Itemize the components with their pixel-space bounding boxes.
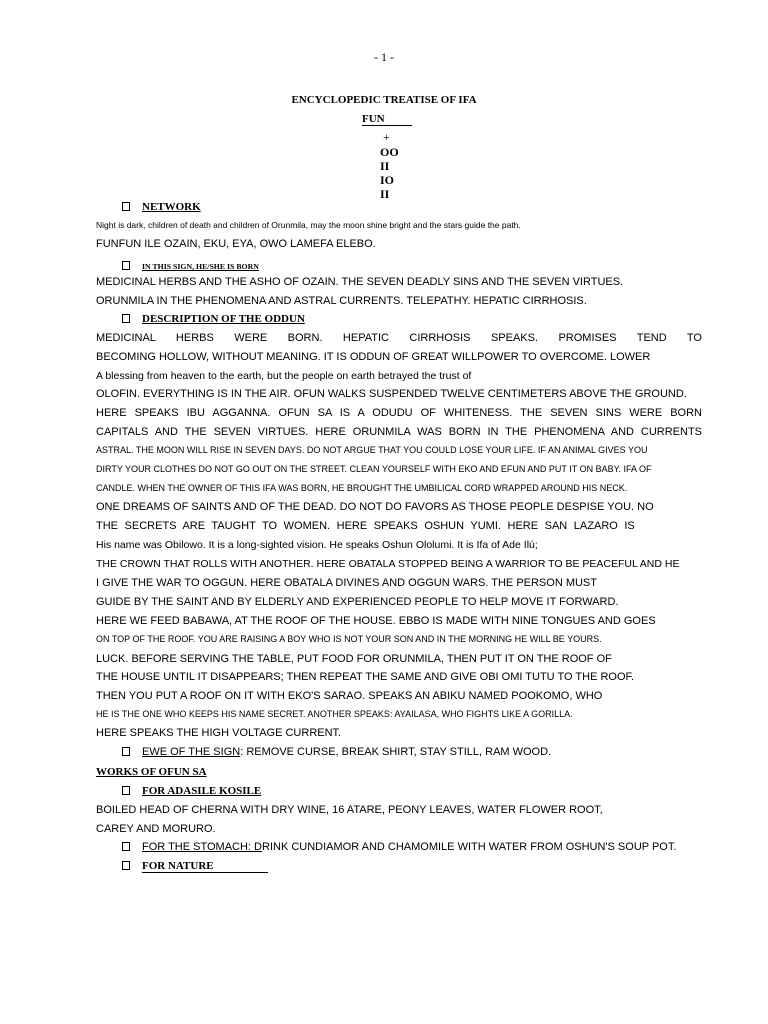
born-heading: IN THIS SIGN, HE/SHE IS BORN — [142, 262, 259, 271]
description-line: HERE SPEAKS IBU AGGANNA. OFUN SA IS A ODUDU OF WHITENESS. THE SEVEN SINS WERE BORN — [96, 407, 702, 419]
description-line: ONE DREAMS OF SAINTS AND OF THE DEAD. DO NOT DO FAVORS AS THOSE PEOPLE DESPISE YOU. NO — [96, 501, 654, 513]
ewe-text: : REMOVE CURSE, BREAK SHIRT, STAY STILL, RAM WOOD. — [240, 746, 552, 758]
description-line: THE HOUSE UNTIL IT DISAPPEARS; THEN REPEAT THE SAME AND GIVE OBI OMI TUTU TO THE ROOF. — [96, 671, 635, 683]
bullet-icon — [122, 261, 130, 270]
ewe-label: EWE OF THE SIGN — [142, 746, 241, 758]
description-line: THE CROWN THAT ROLLS WITH ANOTHER. HERE OBATALA STOPPED BEING A WARRIOR TO BE PEACEFUL AND HE — [96, 558, 680, 570]
description-line: ON TOP OF THE ROOF. YOU ARE RAISING A BOY WHO IS NOT YOUR SON AND IN THE MORNING HE WILL BE YOURS. — [96, 634, 602, 644]
stomach-text: RINK CUNDIAMOR AND CHAMOMILE WITH WATER FROM OSHUN'S SOUP POT. — [262, 841, 677, 853]
adasile-line: BOILED HEAD OF CHERNA WITH DRY WINE, 16 ATARE, PEONY LEAVES, WATER FLOWER ROOT, — [96, 804, 603, 816]
description-line: HERE SPEAKS THE HIGH VOLTAGE CURRENT. — [96, 727, 342, 739]
stomach-row — [122, 841, 676, 853]
sign-mark: + — [383, 130, 390, 144]
adasile-line: CAREY AND MORURO. — [96, 823, 216, 835]
sign-line: II — [380, 187, 390, 201]
description-line: OLOFIN. EVERYTHING IS IN THE AIR. OFUN WALKS SUSPENDED TWELVE CENTIMETERS ABOVE THE GROUND. — [96, 388, 687, 400]
description-line: DIRTY YOUR CLOTHES DO NOT GO OUT ON THE STREET. CLEAN YOURSELF WITH EKO AND EFUN AND PUT IT ON BABY. IFA OF — [96, 464, 652, 474]
network-heading-row — [122, 201, 201, 213]
nature-heading: FOR NATURE — [142, 860, 268, 873]
description-line: THE SECRETS ARE TAUGHT TO WOMEN. HERE SPEAKS OSHUN YUMI. HERE SAN LAZARO IS — [96, 520, 635, 532]
description-line: MEDICINAL HERBS WERE BORN. HEPATIC CIRRHOSIS SPEAKS. PROMISES TEND TO — [96, 332, 702, 344]
description-heading: DESCRIPTION OF THE ODDUN — [142, 313, 305, 325]
works-heading: WORKS OF OFUN SA — [96, 766, 207, 778]
born-line: MEDICINAL HERBS AND THE ASHO OF OZAIN. THE SEVEN DEADLY SINS AND THE SEVEN VIRTUES. — [96, 276, 624, 288]
description-line: CAPITALS AND THE SEVEN VIRTUES. HERE ORUNMILA WAS BORN IN THE PHENOMENA AND CURRENTS — [96, 426, 702, 438]
description-line: THEN YOU PUT A ROOF ON IT WITH EKO'S SARAO. SPEAKS AN ABIKU NAMED POOKOMO, WHO — [96, 690, 603, 702]
bullet-icon — [122, 747, 130, 756]
description-line: A blessing from heaven to the earth, but the people on earth betrayed the trust of — [96, 370, 472, 382]
document-title: ENCYCLOPEDIC TREATISE OF IFA — [291, 94, 477, 106]
network-saying: Night is dark, children of death and children of Orunmila, may the moon shine bright and the stars guide the path. — [96, 220, 521, 230]
description-line: I GIVE THE WAR TO OGGUN. HERE OBATALA DIVINES AND OGGUN WARS. THE PERSON MUST — [96, 577, 597, 589]
description-line: ASTRAL. THE MOON WILL RISE IN SEVEN DAYS. DO NOT ARGUE THAT YOU COULD LOSE YOUR LIFE. IF AN ANIMAL GIVES YOU — [96, 445, 648, 455]
network-heading: NETWORK — [142, 201, 201, 213]
sign-line: OO — [380, 145, 399, 159]
adasile-heading-row — [122, 785, 261, 797]
nature-heading-row — [122, 860, 268, 873]
adasile-heading: FOR ADASILE KOSILE — [142, 785, 262, 797]
stomach-label: FOR THE STOMACH: D — [142, 841, 262, 853]
description-heading-row — [122, 313, 305, 325]
born-heading-row — [122, 256, 259, 274]
description-line: HERE WE FEED BABAWA, AT THE ROOF OF THE HOUSE. EBBO IS MADE WITH NINE TONGUES AND GOES — [96, 615, 656, 627]
description-line: CANDLE. WHEN THE OWNER OF THIS IFA WAS BORN, HE BROUGHT THE UMBILICAL CORD WRAPPED AROUND HIS NECK. — [96, 483, 628, 493]
born-line: ORUNMILA IN THE PHENOMENA AND ASTRAL CURRENTS. TELEPATHY. HEPATIC CIRRHOSIS. — [96, 295, 587, 307]
sign-name: FUN — [362, 113, 412, 126]
description-line: His name was Obilowo. It is a long-sighted vision. He speaks Oshun Ololumi. It is Ifa of Ade Ilú; — [96, 539, 538, 551]
ewe-row — [122, 746, 551, 758]
bullet-icon — [122, 202, 130, 211]
description-line: HE IS THE ONE WHO KEEPS HIS NAME SECRET. ANOTHER SPEAKS: AYAILASA, WHO FIGHTS LIKE A GORILLA. — [96, 709, 573, 719]
page-number: - 1 - — [374, 50, 394, 64]
bullet-icon — [122, 314, 130, 323]
bullet-icon — [122, 842, 130, 851]
bullet-icon — [122, 786, 130, 795]
bullet-icon — [122, 861, 130, 870]
sign-line: II — [380, 159, 390, 173]
description-line: BECOMING HOLLOW, WITHOUT MEANING. IT IS ODDUN OF GREAT WILLPOWER TO OVERCOME. LOWER — [96, 351, 651, 363]
sign-line: IO — [380, 173, 395, 187]
description-line: GUIDE BY THE SAINT AND BY ELDERLY AND EXPERIENCED PEOPLE TO HELP MOVE IT FORWARD. — [96, 596, 619, 608]
description-line: LUCK. BEFORE SERVING THE TABLE, PUT FOOD FOR ORUNMILA, THEN PUT IT ON THE ROOF OF — [96, 653, 612, 665]
network-line: FUNFUN ILE OZAIN, EKU, EYA, OWO LAMEFA ELEBO. — [96, 238, 376, 250]
